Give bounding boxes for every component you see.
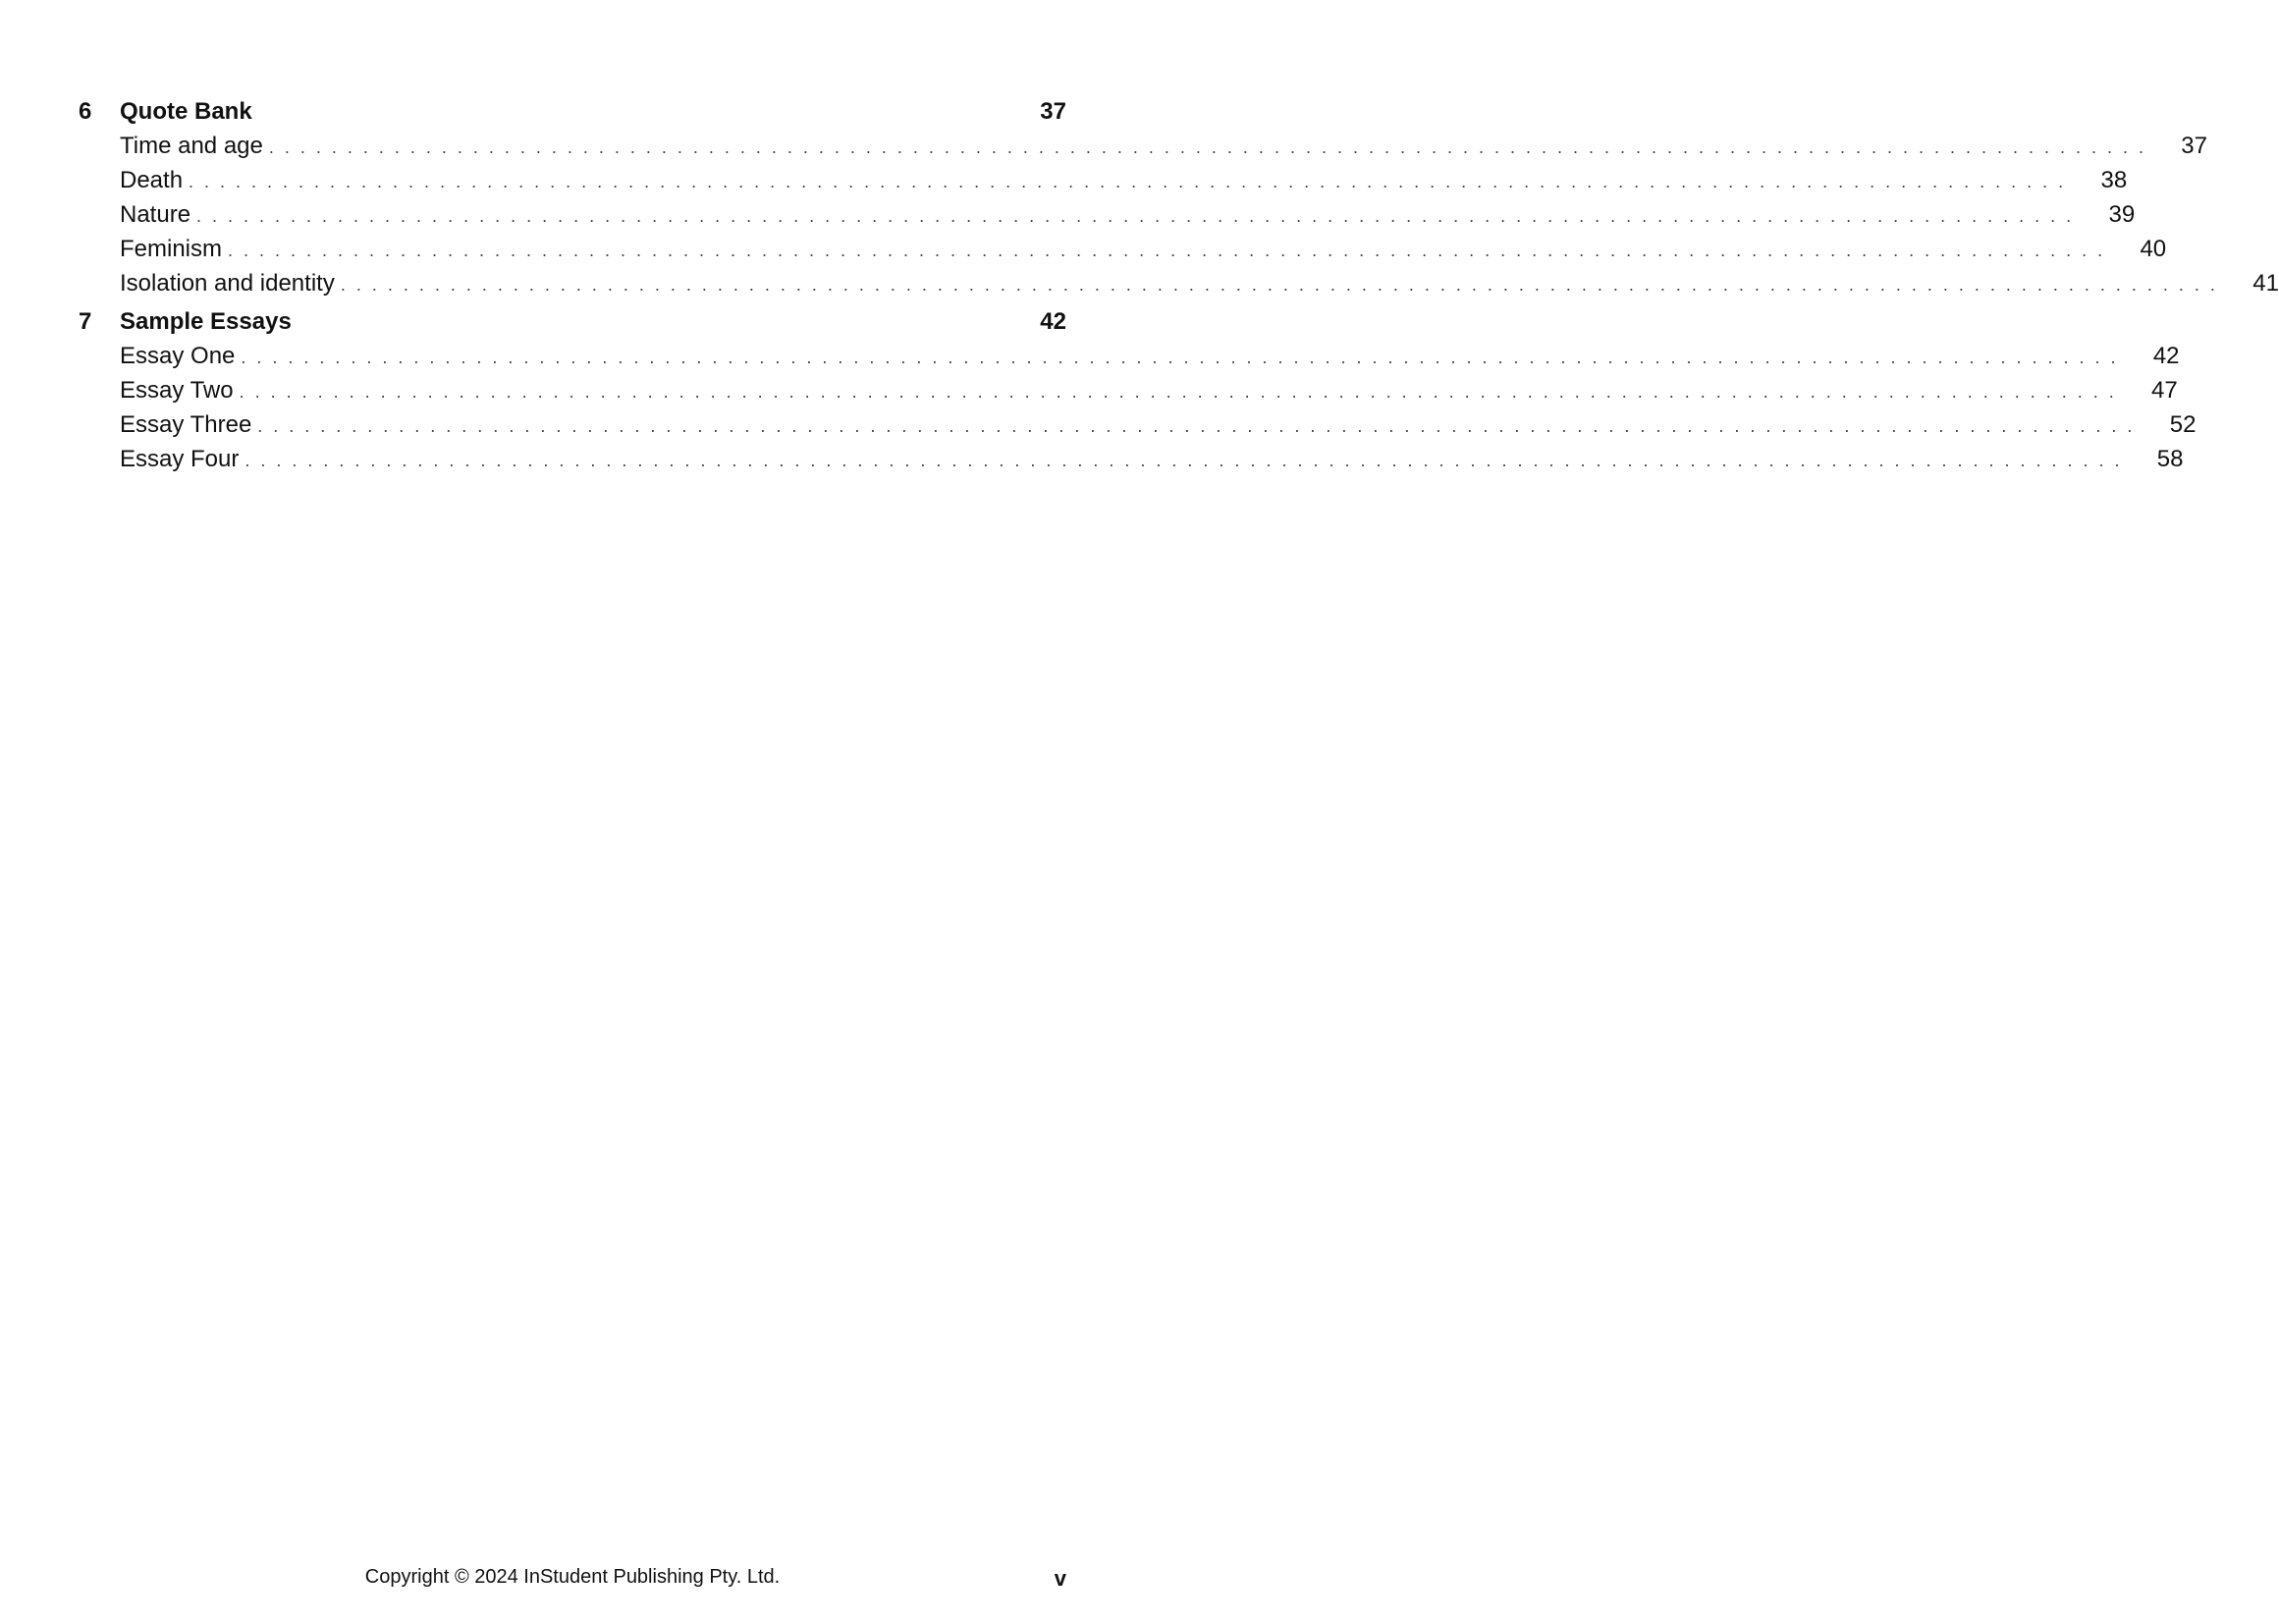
- page-folio: v: [1054, 1566, 1066, 1591]
- toc-entry-title: Death: [120, 167, 184, 193]
- toc-entry[interactable]: [79, 411, 2197, 446]
- toc-entry-page-number: 47: [2151, 377, 2178, 404]
- dot-leader: ........................................................................................................................: [340, 275, 2226, 295]
- dot-leader: ........................................................................................................................: [257, 416, 2143, 436]
- chapter-title: Quote Bank: [120, 98, 252, 125]
- chapter-title: Sample Essays: [120, 308, 292, 335]
- toc-entry[interactable]: [79, 201, 2136, 236]
- toc-entry-title: Essay Four: [120, 446, 240, 472]
- chapter-number: 7: [79, 308, 92, 335]
- toc-entry[interactable]: [79, 236, 2167, 270]
- toc-entry-page-number: 38: [2100, 167, 2128, 193]
- toc-entry-page-number: 39: [2108, 201, 2136, 228]
- toc-entry[interactable]: [79, 377, 2178, 411]
- table-of-contents: [79, 98, 2279, 480]
- dot-leader: ........................................................................................................................: [228, 241, 2114, 260]
- toc-chapter-6: [79, 98, 2279, 304]
- toc-entry[interactable]: [79, 446, 2184, 480]
- toc-entry[interactable]: [79, 167, 2128, 201]
- toc-entry-title: Isolation and identity: [120, 270, 335, 297]
- toc-chapter-7: [79, 308, 2197, 480]
- toc-chapter-heading[interactable]: [79, 308, 1066, 343]
- toc-entry-page-number: 41: [2252, 270, 2279, 297]
- dot-leader: ........................................................................................................................: [196, 206, 2083, 226]
- toc-entry[interactable]: [79, 343, 2180, 377]
- chapter-page-number: 37: [1040, 98, 1066, 125]
- toc-entry-page-number: 58: [2156, 446, 2184, 472]
- toc-entry[interactable]: [79, 133, 2207, 167]
- toc-entry-title: Essay Two: [120, 377, 234, 404]
- toc-entry-title: Feminism: [120, 236, 223, 262]
- copyright-notice: Copyright © 2024 InStudent Publishing Pty. Ltd.: [364, 1566, 781, 1588]
- toc-entry-page-number: 40: [2140, 236, 2167, 262]
- chapter-page-number: 42: [1040, 308, 1066, 335]
- toc-entry-page-number: 42: [2152, 343, 2180, 369]
- toc-entry-title: Essay Three: [120, 411, 252, 438]
- toc-entry-title: Time and age: [120, 133, 263, 159]
- dot-leader: ........................................................................................................................: [189, 172, 2075, 191]
- dot-leader: ........................................................................................................................: [239, 382, 2125, 402]
- chapter-number: 6: [79, 98, 92, 125]
- dot-leader: ........................................................................................................................: [244, 451, 2131, 470]
- toc-entry-title: Essay One: [120, 343, 236, 369]
- toc-chapter-heading[interactable]: [79, 98, 1066, 133]
- toc-entry[interactable]: [79, 270, 2279, 304]
- page-footer: [0, 1566, 1145, 1596]
- toc-entry-title: Nature: [120, 201, 191, 228]
- dot-leader: ........................................................................................................................: [268, 137, 2154, 157]
- toc-entry-page-number: 37: [2181, 133, 2207, 159]
- dot-leader: ........................................................................................................................: [241, 348, 2127, 367]
- toc-entry-page-number: 52: [2169, 411, 2197, 438]
